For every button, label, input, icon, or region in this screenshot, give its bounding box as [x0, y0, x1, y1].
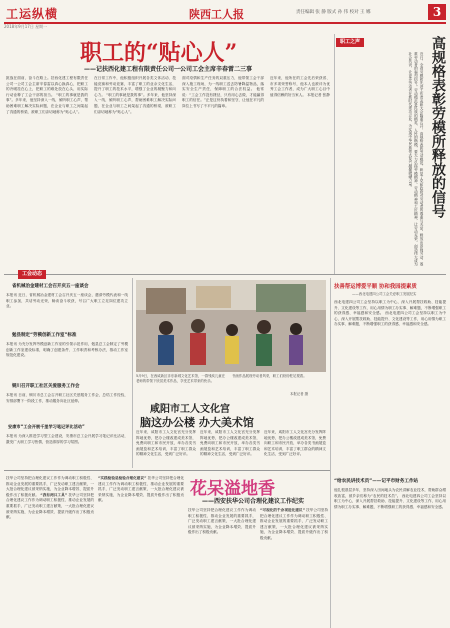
news-body-2: 本报讯 为充分发挥劳模创新工作室的引领示范作用，勉县总工会制定了劳模创新工作室建设标准，明确了创建条件、工作职责和考核办法，推动工作室规范化建设。 [6, 342, 128, 358]
flower-title: 花呆溢地香 [190, 479, 275, 499]
article-paragraph: 近年来，他所在的工会先后荣获省、市多项荣誉称号，他本人也被评为优秀工会工作者，成为广大职工心目中值得信赖的好当家人。 [270, 76, 330, 97]
section-name: 工运纵横 [6, 7, 59, 21]
photo-caption: 5月9日，在西咸新区沣东新城文化艺术馆，一群残疾儿童在老师的带领下欣赏美术作品，享受艺术带来的快乐。 [136, 374, 226, 383]
paper-name: 陕西工人报 [189, 8, 244, 21]
right-body-1 [334, 300, 446, 472]
news-section-label: 工会动态 [18, 270, 46, 279]
section-divider [4, 274, 446, 275]
art-article-subtitle: 脑这办公楼 办大美术馆 [140, 416, 254, 429]
flower-column-3 [188, 508, 256, 624]
column-divider [334, 34, 335, 274]
main-subheadline: ——记扶西化建工程有限责任公司一公司工会主席辛春雷二三事 [84, 66, 253, 73]
main-headline: 职工的“贴心人” [80, 40, 238, 66]
article-paragraph: 他常说：“工会工作没有捷径，只有用心去做，才能赢得职工的信任。”正是这份执着和坚守，让他在平凡的岗位上书写了不平凡的篇章。 [182, 87, 264, 108]
article-column-4 [270, 76, 330, 262]
art-article-title: 咸阳市工人文化宫 [150, 404, 230, 415]
news-body-3: 本报讯 日前，铜川市总工会召开职工社区关爱服务工作会，总结工作经验，安排部署下一阶段工作，推动服务向社区延伸。 [6, 393, 128, 403]
flower-subtitle: ——西安扶华公司合理化建议工作纪实 [202, 498, 305, 505]
page-number: 3 [428, 4, 446, 20]
editorial-body: 近日，全省劳模和先进工作者表彰大会隆重召开，高规格表彰劳动模范，彰显了党和政府对劳动者的尊重与关爱，释放出崇尚劳动、尊重劳动者的强烈信号。劳动模范是民族的精英、人民的楷模，要大力弘扬劳模精神、劳动精神和工匠精神，让劳动光荣、创造伟大成为社会共识，让更多劳动者在新时代建功立业，为实现中华民族伟大复兴凝聚磅礴力量。 [408, 52, 424, 266]
article-paragraph: 挑战在面前，奋斗在路上。扶西化建工程有限责任公司一公司工会主席辛春雷以真心换真心，把职工的冷暖挂在心上，把职工的难处放在心头，用实际行动诠释了工会干部的担当。 [6, 76, 88, 97]
right-paragraph: 西北电建四公司工会坚持以职工为中心，深入开展帮扶救助、技能提升、文化建设等工作，用心用情为职工办实事、解难题，不断增强职工的获得感、幸福感和安全感。 [334, 300, 446, 316]
column-divider [330, 278, 331, 628]
right-subtitle-1: ——西北电建四公司工会关爱职工发展纪实 [352, 292, 417, 296]
section-tag: 职工之声 [336, 38, 364, 47]
editorial-title: 高规格表彰劳模所释放的信号 [430, 36, 446, 218]
news-title-2: 勉县制定“劳模创新工作室”标准 [12, 333, 77, 338]
news-photo [136, 280, 326, 372]
editor-info: 责任编辑 张 静 版式 孙 伟 校对 王 娜 [296, 10, 371, 15]
right-paragraph: 西北电建四公司工会坚持以职工为中心，深入开展帮扶救助、技能提升、文化建设等工作，用心用情为职工办实事、解难题，不断增强职工的获得感、幸福感和安全感。 [334, 493, 446, 509]
art-body-2: 近年来，咸阳市工人文化宫充分发挥阵地优势，把办公楼改建成美术馆，免费向职工和市民开放，举办各类书画展览和艺术培训，丰富了职工群众的精神文化生活，受到广泛好评。 [200, 430, 260, 457]
flower-paragraph: 扶华公司坚持把合理化建议工作作为调动职工积极性、推动企业发展的重要抓手，广泛发动职工建言献策，一大批合理化建议被采纳实施，为企业降本增效、提质升级作出了积极贡献。 [6, 492, 94, 520]
flower-subheading: “可视化的千余项进化建议” [260, 508, 305, 512]
right-body-2 [334, 488, 446, 624]
news-body-4: 本报讯 为深入推进学习型工会建设，安康市总工会开展学习笔记评比活动，激发广大职工学习热情，营造浓厚的学习氛围。 [6, 434, 128, 444]
photo-author: 本报记者 摄 [290, 392, 309, 396]
flower-subheading: “实践检验是检验合理化建议” [98, 476, 147, 480]
date-line: 2018年9月17日 星期一 [4, 24, 48, 29]
art-body-1: 近年来，咸阳市工人文化宫充分发挥阵地优势，把办公楼改建成美术馆，免费向职工和市民开放，举办各类书画展览和艺术培训，丰富了职工群众的精神文化生活，受到广泛好评。 [136, 430, 196, 457]
column-divider [132, 278, 133, 468]
flower-paragraph: 扶华公司坚持把合理化建议工作作为调动职工积极性、推动企业发展的重要抓手，广泛发动职工建言献策，一大批合理化建议被采纳实施，为企业降本增效、提质升级作出了积极贡献。 [188, 508, 256, 535]
article-author: 本报记者 张静 [307, 92, 330, 97]
news-title-1: 省机械冶金建材工会召开庆五一座谈会 [12, 284, 89, 289]
flower-paragraph: 扶华公司坚持把合理化建议工作作为调动职工积极性、推动企业发展的重要抓手，广泛发动职工建言献策，一大批合理化建议被采纳实施，为企业降本增效、提质升级作出了积极贡献。 [260, 508, 328, 540]
flower-paragraph: 扶华公司坚持把合理化建议工作作为调动职工积极性、推动企业发展的重要抓手，广泛发动职工建言献策，一大批合理化建议被采纳实施，为企业降本增效、提质升级作出了积极贡献。 [98, 476, 184, 503]
article-paragraph: 面对疫情和生产任务的双重压力，他带领工会干部深入施工现场，为一线职工送去防暑降温物品，落实安全生产责任，保障职工的合法权益。 [182, 76, 264, 92]
masthead [4, 4, 446, 24]
flower-paragraph: 扶华公司坚持把合理化建议工作作为调动职工积极性、推动企业发展的重要抓手，广泛发动职工建言献策，一大批合理化建议被采纳实施，为企业降本增效、提质升级作出了积极贡献。 [6, 476, 94, 497]
news-body-1: 本报讯 近日，省机械冶金建材工会召开庆五一座谈会，邀请劳模代表和一线职工参加，共话劳动光荣，畅谈奋斗收获，号召广大职工立足岗位建功立业。 [6, 293, 128, 309]
right-paragraph: 他扎根基层多年，坚持深入田间地头为农民讲解农业技术，帮助群众增收致富，被乡亲们称为“农民的技术员”。 [334, 488, 446, 498]
flower-subheading: “我有两只工具” [40, 492, 68, 497]
news-title-4: 安康市“工会开展千里学习笔记评比活动” [8, 424, 85, 429]
right-title-1: 扶善帮运博爱平顺 协和我园提素质 [334, 284, 417, 290]
article-paragraph: “职工的事就是我的事”。多年来，他坚持深入一线，倾听职工心声，帮助困难职工解决实际问题，在企业与职工之间架起了沟通的桥梁，被职工们亲切地称为“贴心人”。 [94, 92, 176, 114]
right-paragraph: 西北电建四公司工会坚持以职工为中心，深入开展帮扶救助、技能提升、文化建设等工作，用心用情为职工办实事、解难题，不断增强职工的获得感、幸福感和安全感。 [334, 311, 446, 327]
article-column-3 [182, 76, 264, 262]
right-title-2: “给农民讲技术员”——记平市财务工作站 [334, 479, 419, 484]
article-column-2 [94, 76, 176, 262]
photo-caption-2: 书画作品展现劳动者风采，职工们纷纷驻足观看。 [232, 374, 307, 378]
flower-column-1 [6, 476, 94, 624]
article-column-1 [6, 76, 88, 262]
flower-column-4 [260, 508, 328, 624]
news-title-3: 铜川召开职工社区关爱服务工作会 [12, 384, 80, 389]
article-paragraph: “职工的事就是我的事”。多年来，他坚持深入一线，倾听职工心声，帮助困难职工解决实际问题，在企业与职工之间架起了沟通的桥梁，被职工们亲切地称为“贴心人”。 [6, 92, 88, 114]
section-divider [4, 470, 330, 471]
flower-column-2 [98, 476, 184, 624]
article-paragraph: 在日常工作中，他积极组织开展各类文体活动、技能竞赛和劳动竞赛，丰富了职工的业余文化生活，提升了职工的技术水平，增强了企业的凝聚力和向心力。 [94, 76, 176, 97]
art-body-3: 近年来，咸阳市工人文化宫充分发挥阵地优势，把办公楼改建成美术馆，免费向职工和市民开放，举办各类书画展览和艺术培训，丰富了职工群众的精神文化生活，受到广泛好评。 [264, 430, 326, 457]
